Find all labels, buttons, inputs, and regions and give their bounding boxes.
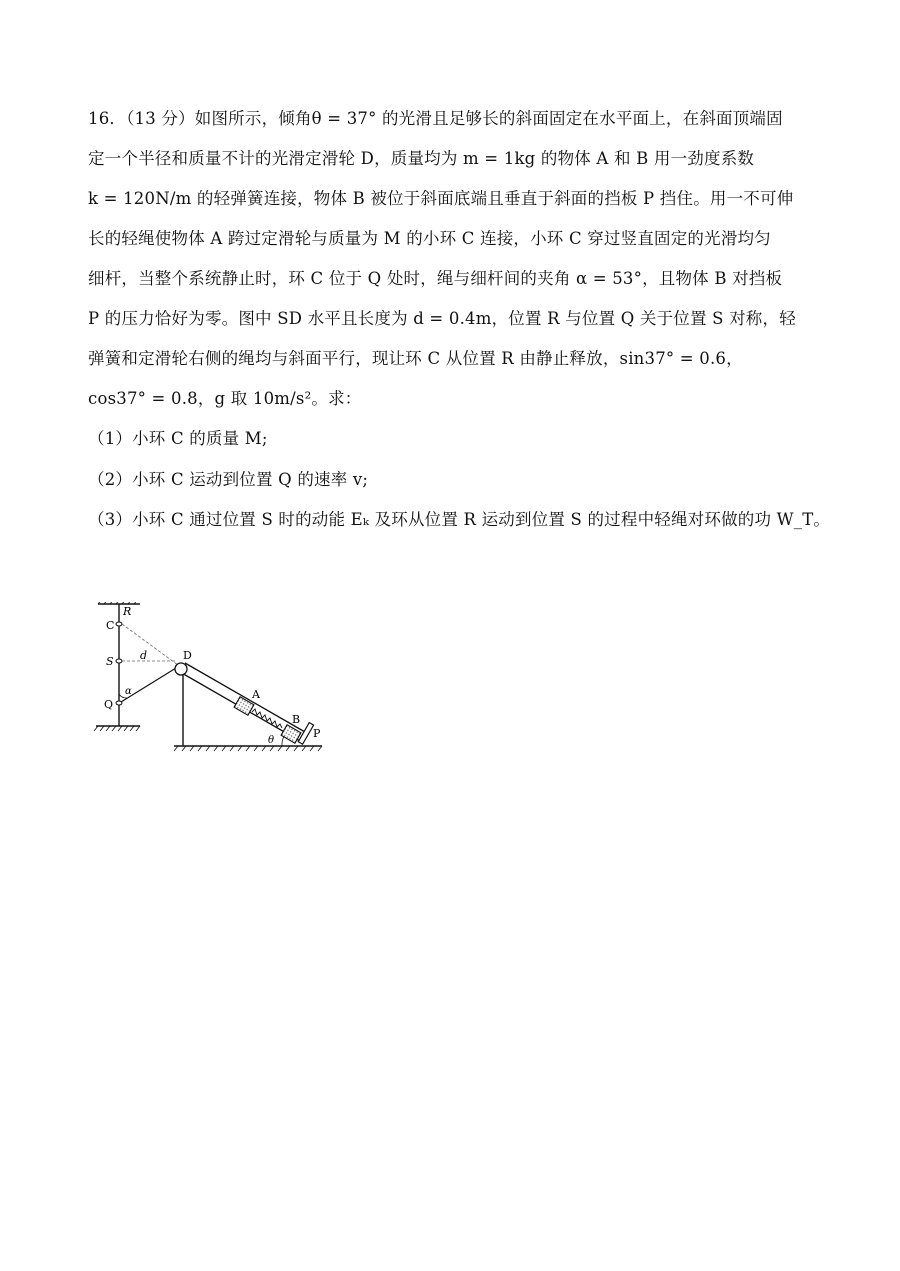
problem-line: cos37° = 0.8，g 取 10m/s²。求：: [88, 389, 362, 408]
problem-line: 16．（13 分）如图所示，倾角θ = 37° 的光滑且足够长的斜面固定在水平面上，在斜面顶端固: [88, 109, 783, 128]
problem-line: 细杆，当整个系统静止时，环 C 位于 Q 处时，绳与细杆间的夹角 α = 53°，且物体 B 对挡板: [88, 269, 783, 288]
dashed-line-CD: [122, 624, 178, 665]
label-D: D: [183, 649, 192, 662]
physics-diagram: [92, 602, 342, 752]
spring: [252, 709, 282, 728]
label-P: P: [313, 727, 321, 740]
pulley-D: [175, 663, 187, 675]
question-2: （2）小环 C 运动到位置 Q 的速率 v;: [88, 470, 369, 489]
label-alpha: α: [125, 686, 132, 697]
ring-at-S: [116, 659, 122, 663]
label-R: R: [123, 605, 132, 618]
ring-C-at-R: [116, 622, 122, 626]
question-1: （1）小环 C 的质量 M;: [88, 429, 268, 448]
problem-line: 弹簧和定滑轮右侧的绳均与斜面平行，现让环 C 从位置 R 由静止释放，sin37° = 0.6，: [88, 349, 743, 368]
ceiling-support: [98, 602, 140, 604]
problem-line: P 的压力恰好为零。图中 SD 水平且长度为 d = 0.4m，位置 R 与位置 Q 关于位置 S 对称，轻: [88, 309, 796, 328]
angle-theta-arc: [282, 736, 284, 746]
label-S: S: [106, 655, 114, 668]
ground: [174, 746, 322, 751]
label-d: d: [140, 649, 148, 662]
bottom-support: [94, 726, 140, 731]
label-B: B: [292, 713, 301, 726]
label-A: A: [252, 688, 260, 701]
problem-line: 定一个半径和质量不计的光滑定滑轮 D，质量均为 m = 1kg 的物体 A 和 B 用一劲度系数: [88, 149, 755, 168]
question-3: （3）小环 C 通过位置 S 时的动能 Eₖ 及环从位置 R 运动到位置 S 的过程中轻绳对环做的功 W_T。: [88, 510, 831, 529]
label-theta: θ: [268, 735, 275, 746]
problem-line: 长的轻绳使物体 A 跨过定滑轮与质量为 M 的小环 C 连接，小环 C 穿过竖直固定的光滑均匀: [88, 229, 771, 248]
problem-line: k = 120N/m 的轻弹簧连接，物体 B 被位于斜面底端且垂直于斜面的挡板 P 挡住。用一不可伸: [88, 189, 794, 208]
label-C: C: [106, 619, 115, 632]
label-Q: Q: [104, 698, 114, 711]
